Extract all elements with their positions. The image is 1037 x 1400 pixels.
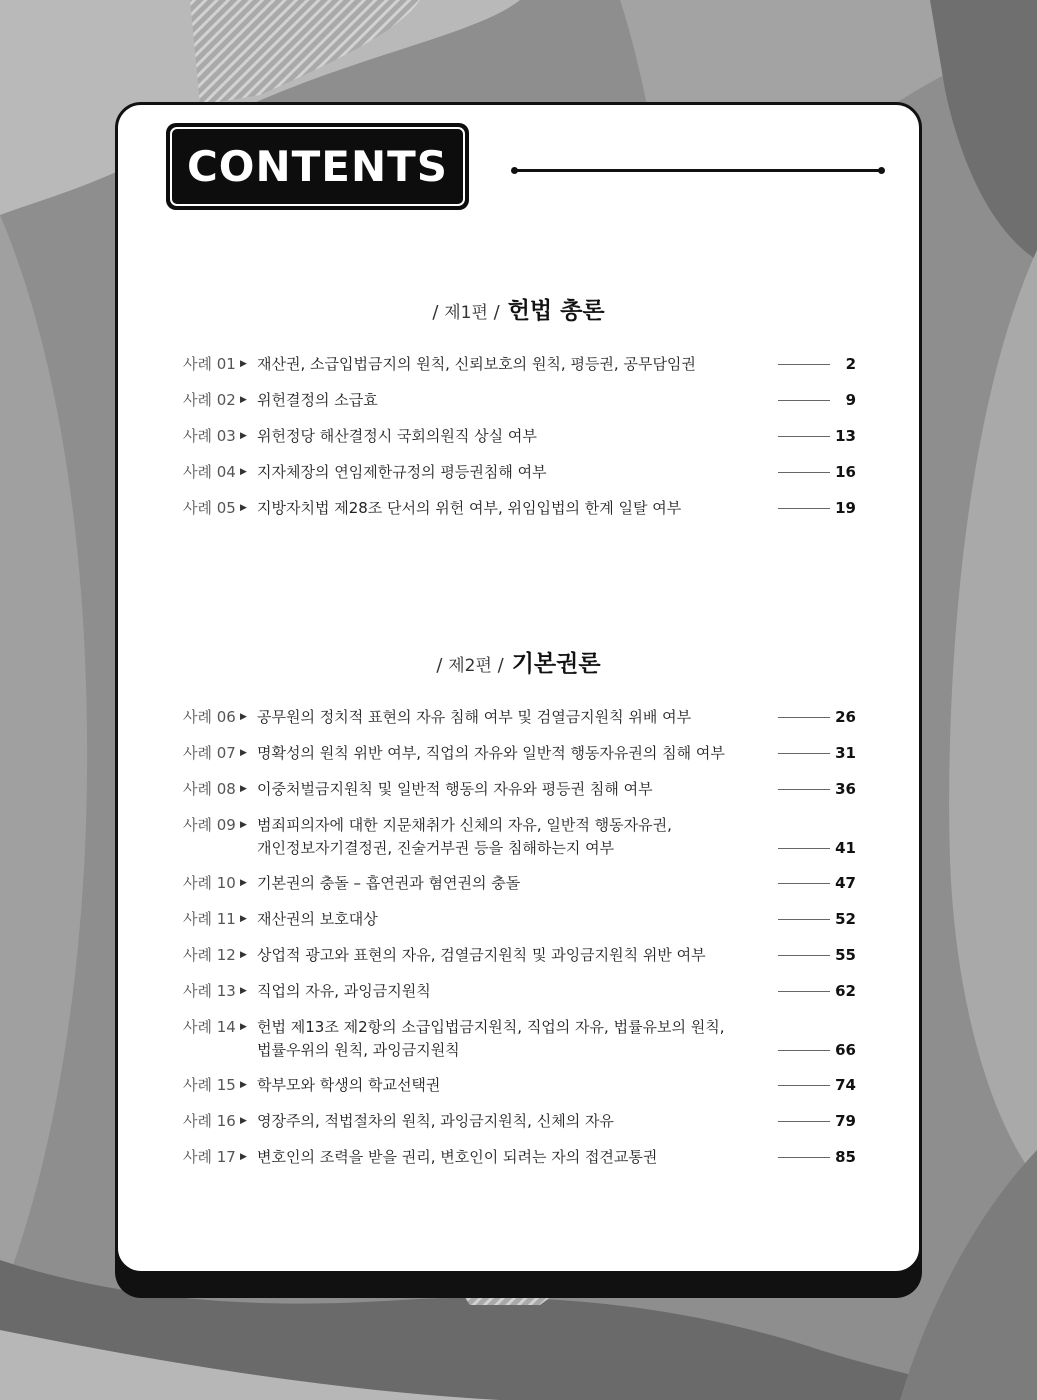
toc-item[interactable] (183, 980, 856, 1003)
case-title: 직업의 자유, 과잉금지원칙 (257, 982, 431, 1000)
rule-dot-right (878, 167, 885, 174)
page-number: 13 (835, 427, 856, 445)
page-number: 19 (835, 499, 856, 517)
toc-item[interactable] (183, 908, 856, 931)
part-title: 헌법 총론 (507, 298, 605, 324)
case-title (257, 814, 737, 860)
leader-line (778, 436, 830, 437)
case-number: 사례 08 (183, 780, 236, 798)
toc-item[interactable] (183, 1110, 856, 1133)
case-number: 사례 07 (183, 744, 236, 762)
case-number: 사례 10 (183, 874, 236, 892)
triangle-right-icon: ▶ (240, 986, 247, 996)
leader-line (778, 400, 830, 401)
triangle-right-icon: ▶ (240, 784, 247, 794)
page-number: 9 (845, 391, 856, 409)
triangle-right-icon: ▶ (240, 1152, 247, 1162)
triangle-right-icon: ▶ (240, 1080, 247, 1090)
case-title-line-1: 범죄피의자에 대한 지문채취가 신체의 자유, 일반적 행동자유권, (257, 816, 672, 834)
case-number: 사례 14 (183, 1018, 236, 1036)
header-rule (514, 169, 882, 172)
case-number: 사례 04 (183, 463, 236, 481)
page-number: 36 (835, 780, 856, 798)
toc-item[interactable] (183, 1074, 856, 1097)
page-number: 66 (835, 1041, 856, 1059)
rule-dot-left (511, 167, 518, 174)
toc-item[interactable] (183, 814, 856, 860)
part-heading-2: / 제2편 / 기본권론 (436, 651, 601, 677)
triangle-right-icon: ▶ (240, 359, 247, 369)
triangle-right-icon: ▶ (240, 467, 247, 477)
toc-item[interactable] (183, 461, 856, 484)
contents-card (115, 102, 922, 1274)
triangle-right-icon: ▶ (240, 712, 247, 722)
toc-item[interactable] (183, 778, 856, 801)
toc-item[interactable] (183, 1016, 856, 1062)
toc-item[interactable] (183, 389, 856, 412)
part-title: 기본권론 (511, 651, 601, 677)
case-title: 지자체장의 연임제한규정의 평등권침해 여부 (257, 463, 547, 481)
triangle-right-icon: ▶ (240, 1022, 247, 1032)
leader-line (778, 919, 830, 920)
leader-line (778, 508, 830, 509)
contents-title: CONTENTS (186, 142, 449, 191)
case-title: 명확성의 원칙 위반 여부, 직업의 자유와 일반적 행동자유권의 침해 여부 (257, 744, 725, 762)
page-number: 85 (835, 1148, 856, 1166)
leader-line (778, 1157, 830, 1158)
case-title: 이중처벌금지원칙 및 일반적 행동의 자유와 평등권 침해 여부 (257, 780, 653, 798)
page-number: 2 (845, 355, 856, 373)
case-title: 학부모와 학생의 학교선택권 (257, 1076, 441, 1094)
leader-line (778, 848, 830, 849)
toc-item[interactable] (183, 353, 856, 376)
case-number: 사례 02 (183, 391, 236, 409)
case-number: 사례 16 (183, 1112, 236, 1130)
triangle-right-icon: ▶ (240, 950, 247, 960)
case-number: 사례 12 (183, 946, 236, 964)
case-title: 재산권의 보호대상 (257, 910, 378, 928)
leader-line (778, 1121, 830, 1122)
case-number: 사례 06 (183, 708, 236, 726)
leader-line (778, 789, 830, 790)
page-number: 26 (835, 708, 856, 726)
case-title: 지방자치법 제28조 단서의 위헌 여부, 위임입법의 한계 일탈 여부 (257, 499, 682, 517)
leader-line (778, 364, 830, 365)
case-title: 재산권, 소급입법금지의 원칙, 신뢰보호의 원칙, 평등권, 공무담임권 (257, 355, 696, 373)
part-label: 제2편 (448, 656, 492, 676)
case-number: 사례 09 (183, 816, 236, 834)
page-number: 41 (835, 839, 856, 857)
case-title (257, 1016, 737, 1062)
page-number: 52 (835, 910, 856, 928)
case-number: 사례 15 (183, 1076, 236, 1094)
toc-item[interactable] (183, 425, 856, 448)
case-title: 상업적 광고와 표현의 자유, 검열금지원칙 및 과잉금지원칙 위반 여부 (257, 946, 706, 964)
case-title: 위헌정당 해산결정시 국회의원직 상실 여부 (257, 427, 537, 445)
leader-line (778, 472, 830, 473)
case-number: 사례 05 (183, 499, 236, 517)
case-title-line-2: 법률우위의 원칙, 과잉금지원칙 (257, 1041, 460, 1059)
leader-line (778, 991, 830, 992)
case-title: 변호인의 조력을 받을 권리, 변호인이 되려는 자의 접견교통권 (257, 1148, 658, 1166)
leader-line (778, 717, 830, 718)
toc-item[interactable] (183, 1146, 856, 1169)
page-number: 79 (835, 1112, 856, 1130)
case-number: 사례 03 (183, 427, 236, 445)
case-title-line-1: 헌법 제13조 제2항의 소급입법금지원칙, 직업의 자유, 법률유보의 원칙, (257, 1018, 725, 1036)
page-number: 62 (835, 982, 856, 1000)
case-title: 기본권의 충돌 – 흡연권과 혐연권의 충돌 (257, 874, 521, 892)
case-number: 사례 01 (183, 355, 236, 373)
page-number: 55 (835, 946, 856, 964)
toc-item[interactable] (183, 872, 856, 895)
case-title: 영장주의, 적법절차의 원칙, 과잉금지원칙, 신체의 자유 (257, 1112, 614, 1130)
toc-item[interactable] (183, 944, 856, 967)
triangle-right-icon: ▶ (240, 820, 247, 830)
case-number: 사례 17 (183, 1148, 236, 1166)
triangle-right-icon: ▶ (240, 431, 247, 441)
toc-item[interactable] (183, 497, 856, 520)
toc-item[interactable] (183, 742, 856, 765)
leader-line (778, 883, 830, 884)
leader-line (778, 1085, 830, 1086)
leader-line (778, 1050, 830, 1051)
triangle-right-icon: ▶ (240, 748, 247, 758)
leader-line (778, 955, 830, 956)
triangle-right-icon: ▶ (240, 878, 247, 888)
case-title-line-2: 개인정보자기결정권, 진술거부권 등을 침해하는지 여부 (257, 839, 615, 857)
contents-title-box (166, 123, 469, 210)
part-label: 제1편 (444, 303, 488, 323)
triangle-right-icon: ▶ (240, 914, 247, 924)
triangle-right-icon: ▶ (240, 395, 247, 405)
page-number: 31 (835, 744, 856, 762)
page-number: 47 (835, 874, 856, 892)
page-number: 16 (835, 463, 856, 481)
case-number: 사례 11 (183, 910, 236, 928)
case-title: 공무원의 정치적 표현의 자유 침해 여부 및 검열금지원칙 위배 여부 (257, 708, 692, 726)
leader-line (778, 753, 830, 754)
case-number: 사례 13 (183, 982, 236, 1000)
toc-item[interactable] (183, 706, 856, 729)
page-number: 74 (835, 1076, 856, 1094)
case-title: 위헌결정의 소급효 (257, 391, 378, 409)
triangle-right-icon: ▶ (240, 1116, 247, 1126)
triangle-right-icon: ▶ (240, 503, 247, 513)
part-heading-1: / 제1편 / 헌법 총론 (432, 298, 605, 324)
